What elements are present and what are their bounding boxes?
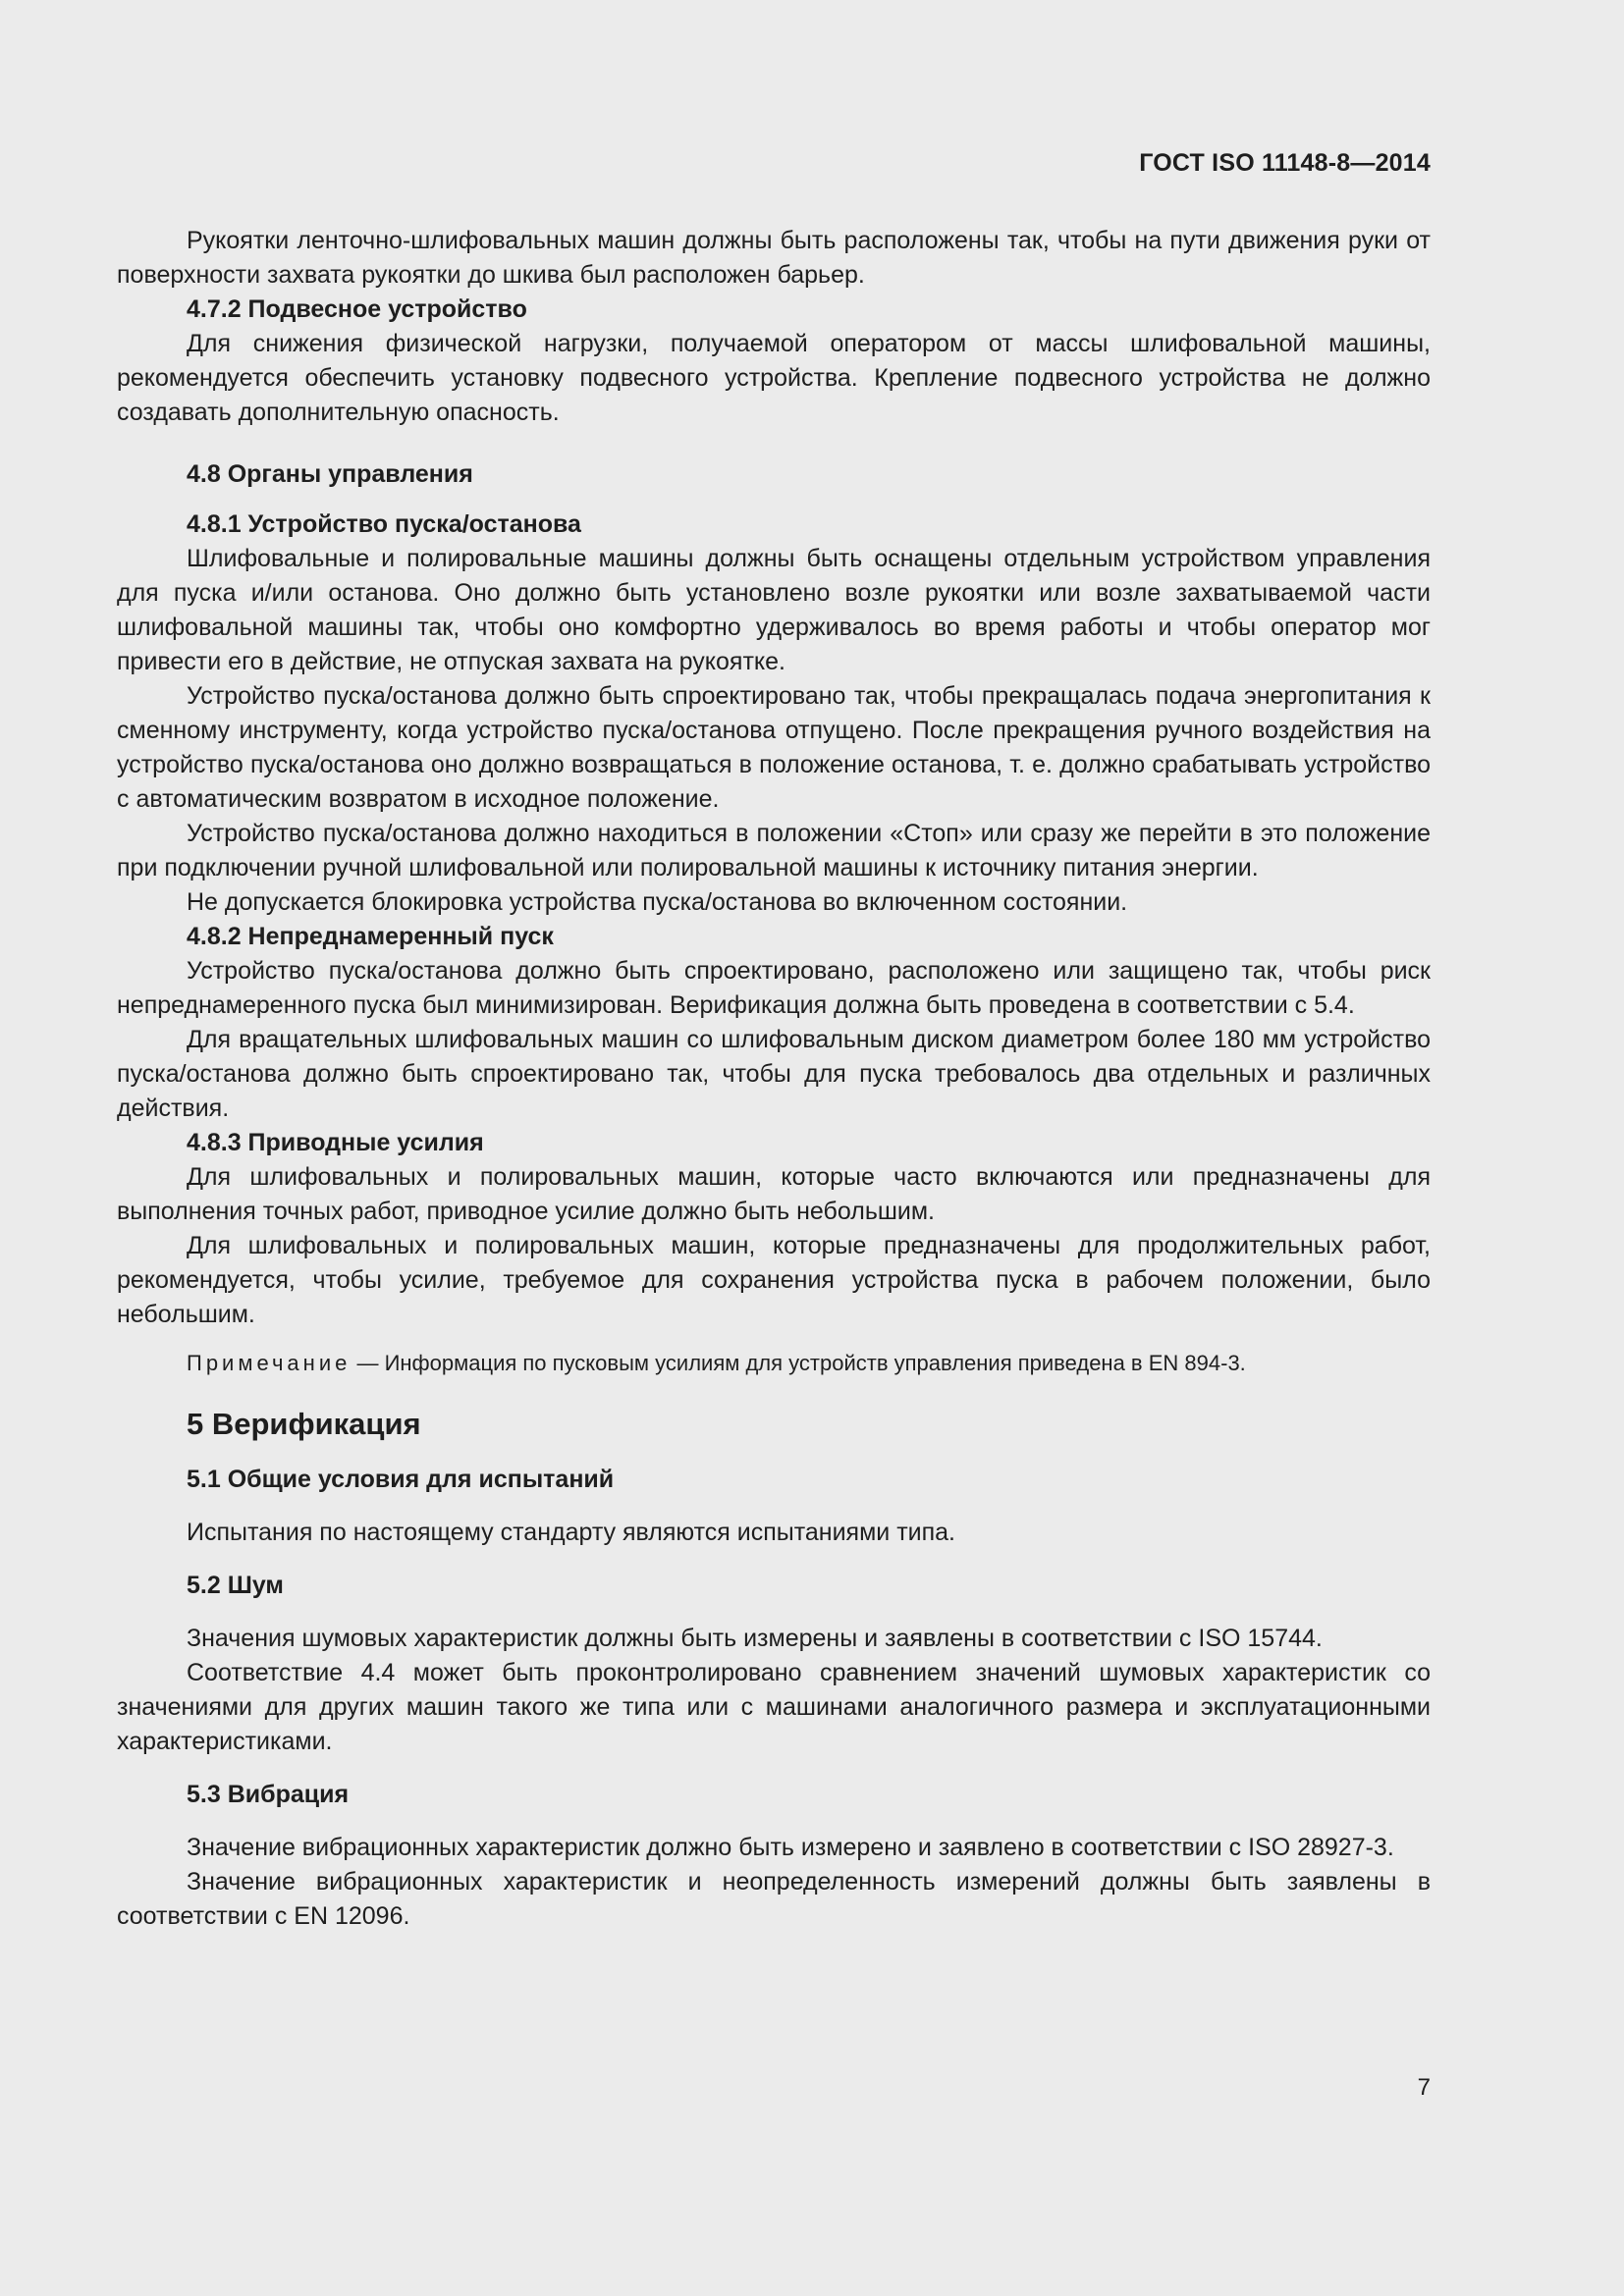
chapter-5-title: 5 Верификация [187, 1407, 421, 1441]
paragraph-belt-sander-handles: Рукоятки ленточно-шлифовальных машин должны быть расположены так, чтобы на пути движения руки от поверхности захвата рукоятки до шкива был расположен барьер. [117, 227, 1431, 289]
subsection-4-8-2-title: 4.8.2 Непреднамеренный пуск [187, 923, 554, 950]
paragraph-start-stop-design: Устройство пуска/останова должно быть спроектировано так, чтобы прекращалась подача энергопитания к сменному инструменту, когда устройство пуска/останова отпущено. После прекращения ручного воздействия на устройство пуска/останова оно должно возвращаться в положение останова, т. е. должно срабатывать устройство с автоматическим возвратом в исходное положение. [117, 682, 1431, 813]
paragraph-start-stop-equipped: Шлифовальные и полировальные машины должны быть оснащены отдельным устройством управления для пуска и/или останова. Оно должно быть установлено возле рукоятки или возле захватываемой части шлифовальной машины так, чтобы оно комфортно удерживалось во время работы и чтобы оператор мог привести его в действие, не отпуская захвата на рукоятке. [117, 545, 1431, 675]
section-5-2-title: 5.2 Шум [187, 1572, 284, 1599]
paragraph-start-stop-lock: Не допускается блокировка устройства пуска/останова во включенном состоянии. [187, 888, 1128, 916]
subsection-4-8-3-title: 4.8.3 Приводные усилия [187, 1129, 484, 1156]
paragraph-unintended-start: Устройство пуска/останова должно быть спроектировано, расположено или защищено так, чтобы риск непреднамеренного пуска был минимизирован. Верификация должна быть проведена в соответствии с 5.4. [117, 957, 1431, 1019]
paragraph-vibration-uncertainty: Значение вибрационных характеристик и неопределенность измерений должны быть заявлены в соответствии с EN 12096. [117, 1868, 1431, 1930]
section-5-3-title: 5.3 Вибрация [187, 1781, 350, 1808]
note [117, 1348, 1431, 1379]
note-label: Примечание [187, 1351, 352, 1375]
paragraph-actuating-force-precision: Для шлифовальных и полировальных машин, которые часто включаются или предназначены для выполнения точных работ, приводное усилие должно быть небольшим. [117, 1163, 1431, 1225]
paragraph-vibration-measurement: Значение вибрационных характеристик должно быть измерено и заявлено в соответствии с ISO 28927-3. [187, 1834, 1394, 1861]
subsection-4-8-1-title: 4.8.1 Устройство пуска/останова [187, 510, 581, 538]
paragraph-type-tests: Испытания по настоящему стандарту являются испытаниями типа. [187, 1519, 955, 1546]
paragraph-start-stop-position: Устройство пуска/останова должно находиться в положении «Стоп» или сразу же перейти в это положение при подключении ручной шлифовальной или полировальной машины к источнику питания энергии. [117, 820, 1431, 881]
paragraph-actuating-force-continuous: Для шлифовальных и полировальных машин, которые предназначены для продолжительных работ, рекомендуется, чтобы усилие, требуемое для сохранения устройства пуска в рабочем положении, было небольшим. [117, 1232, 1431, 1328]
subsection-4-7-2-title: 4.7.2 Подвесное устройство [187, 295, 527, 323]
section-5-1-title: 5.1 Общие условия для испытаний [187, 1466, 615, 1493]
paragraph-noise-comparison: Соответствие 4.4 может быть проконтролировано сравнением значений шумовых характеристик со значениями для других машин такого же типа или с машинами аналогичного размера и эксплуатационными характеристиками. [117, 1659, 1431, 1755]
standard-code-header: ГОСТ ISO 11148-8—2014 [1139, 149, 1431, 177]
page-number: 7 [1417, 2074, 1431, 2101]
section-4-8-title: 4.8 Органы управления [187, 460, 473, 488]
paragraph-rotary-grinders: Для вращательных шлифовальных машин со шлифовальным диском диаметром более 180 мм устройство пуска/останова должно быть спроектировано так, чтобы для пуска требовалось два отдельных и различных действия. [117, 1026, 1431, 1122]
note-text: — Информация по пусковым усилиям для устройств управления приведена в EN 894-3. [351, 1351, 1246, 1375]
paragraph-noise-measurement: Значения шумовых характеристик должны быть измерены и заявлены в соответствии с ISO 15744. [187, 1625, 1323, 1652]
paragraph-suspension-device: Для снижения физической нагрузки, получаемой оператором от массы шлифовальной машины, рекомендуется обеспечить установку подвесного устройства. Крепление подвесного устройства не должно создавать дополнительную опасность. [117, 330, 1431, 426]
page-body [117, 224, 1431, 1934]
